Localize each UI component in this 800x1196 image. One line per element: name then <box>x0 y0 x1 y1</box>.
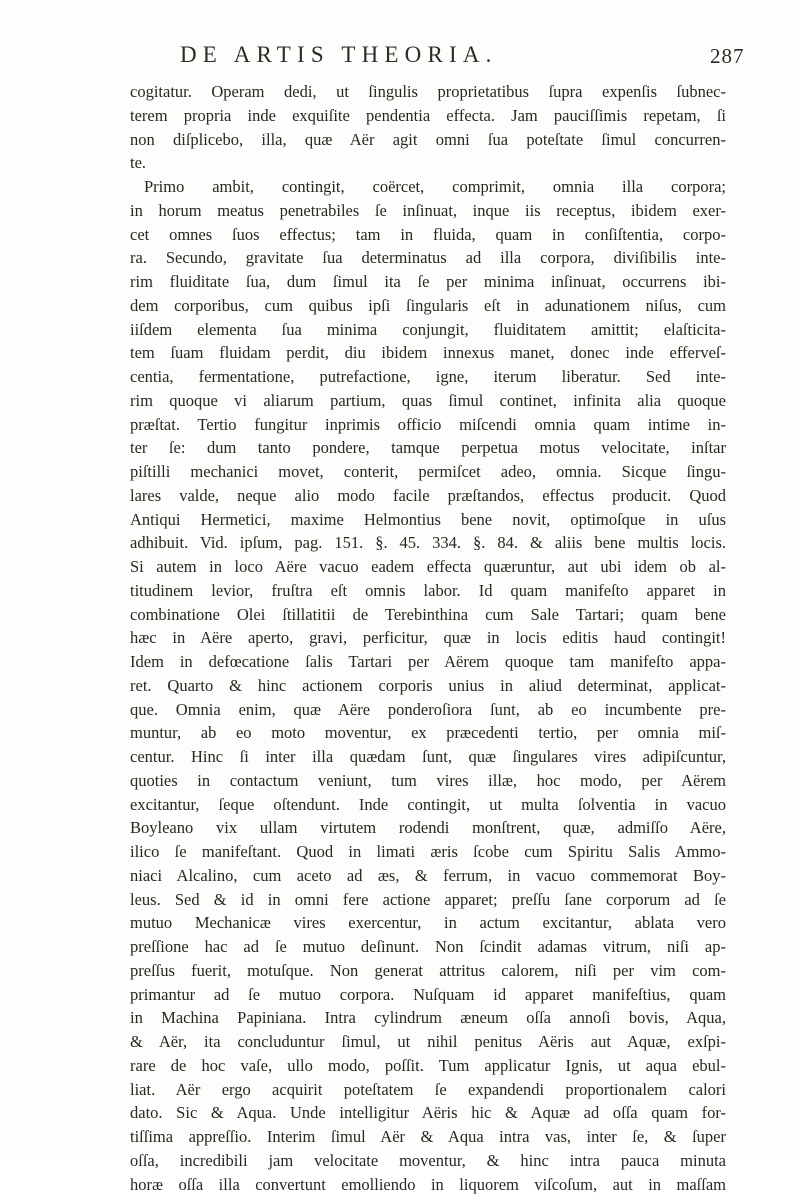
text-line: in horum meatus penetrabiles ſe inſinuat, inque iis receptus, ibidem exer- <box>130 199 726 223</box>
text-line: ret. Quarto & hinc actionem corporis unius in aliud determinat, applicat- <box>130 674 726 698</box>
text-line: oſſa, incredibili jam velocitate moventur, & hinc intra pauca minuta <box>130 1149 726 1173</box>
text-line: dato. Sic & Aqua. Unde intelligitur Aëris hic & Aquæ ad oſſa quam for- <box>130 1101 726 1125</box>
text-line: excitantur, ſeque oſtendunt. Inde contingit, ut multa ſolventia in vacuo <box>130 793 726 817</box>
text-line: niaci Alcalino, cum aceto ad æs, & ferrum, in vacuo commemorat Boy- <box>130 864 726 888</box>
text-line: non diſplicebo, illa, quæ Aër agit omni ſua poteſtate ſimul concurren- <box>130 128 726 152</box>
body-text <box>130 80 726 1196</box>
text-line: in Machina Papiniana. Intra cylindrum æneum oſſa annoſi bovis, Aqua, <box>130 1006 726 1030</box>
text-line: ilico ſe manifeſtant. Quod in limati æris ſcobe cum Spiritu Salis Ammo- <box>130 840 726 864</box>
text-line: piſtilli mechanici movet, conterit, permiſcet adeo, omnia. Sicque ſingu- <box>130 460 726 484</box>
text-line: primantur ad ſe mutuo corpora. Nuſquam id apparet manifeſtius, quam <box>130 983 726 1007</box>
text-line: Antiqui Hermetici, maxime Helmontius bene novit, optimoſque in uſus <box>130 508 726 532</box>
text-line: quoties in contactum veniunt, tum vires illæ, hoc modo, per Aërem <box>130 769 726 793</box>
text-line: iiſdem elementa ſua minima conjungit, fluiditatem amittit; elaſticita- <box>130 318 726 342</box>
text-line: hæc in Aëre aperto, gravi, perficitur, quæ in locis editis haud contingit! <box>130 626 726 650</box>
text-line: tiſſima appreſſio. Interim ſimul Aër & Aqua intra vas, inter ſe, & ſuper <box>130 1125 726 1149</box>
text-line: adhibuit. Vid. ipſum, pag. 151. §. 45. 334. §. 84. & aliis bene multis locis. <box>130 531 726 555</box>
text-line: combinatione Olei ſtillatitii de Terebinthina cum Sale Tartari; quam bene <box>130 603 726 627</box>
text-line: lares valde, neque alio modo facile præſtandos, effectus producit. Quod <box>130 484 726 508</box>
text-line: Si autem in loco Aëre vacuo eadem effecta quæruntur, aut ubi idem ob al- <box>130 555 726 579</box>
page-number: 287 <box>710 44 745 69</box>
text-line: titudinem levior, fruſtra eſt omnis labor. Id quam manifeſto apparet in <box>130 579 726 603</box>
running-head <box>0 42 800 78</box>
text-line: centia, fermentatione, putrefactione, igne, iterum liberatur. Sed inte- <box>130 365 726 389</box>
text-line: & Aër, ita concluduntur ſimul, ut nihil penitus Aëris aut Aquæ, exſpi- <box>130 1030 726 1054</box>
text-line: rim fluiditate ſua, dum ſimul ita ſe per minima inſinuat, occurrens ibi- <box>130 270 726 294</box>
text-line: muntur, ab eo moto moventur, ex præcedenti tertio, per omnia miſ- <box>130 721 726 745</box>
text-line: Boyleano vix ullam virtutem rodendi monſtrent, quæ, admiſſo Aëre, <box>130 816 726 840</box>
text-line: liat. Aër ergo acquirit poteſtatem ſe expandendi proportionalem calori <box>130 1078 726 1102</box>
text-line: ra. Secundo, gravitate ſua determinatus ad illa corpora, diviſibilis inte- <box>130 246 726 270</box>
text-line: centur. Hinc ſi inter illa quædam ſunt, quæ ſingulares vires adipiſcuntur, <box>130 745 726 769</box>
text-line: tem ſuam fluidam perdit, diu ibidem innexus manet, donec inde efferveſ- <box>130 341 726 365</box>
text-line: terem propria inde exquiſite pendentia effecta. Jam pauciſſimis repetam, ſi <box>130 104 726 128</box>
text-line: te. <box>130 151 726 175</box>
text-line: dem corporibus, cum quibus ipſi ſingularis eſt in adunationem niſus, cum <box>130 294 726 318</box>
text-line: leus. Sed & id in omni fere actione apparet; preſſu ſane corporum ad ſe <box>130 888 726 912</box>
text-line: Primo ambit, contingit, coërcet, comprimit, omnia illa corpora; <box>130 175 726 199</box>
text-line: præſtat. Tertio fungitur inprimis officio miſcendi omnia quam intime in- <box>130 413 726 437</box>
text-line: horæ oſſa illa convertunt emolliendo in liquorem viſcoſum, aut in maſſam <box>130 1173 726 1196</box>
text-line: cet omnes ſuos effectus; tam in fluida, quam in conſiſtentia, corpo- <box>130 223 726 247</box>
text-line: preſſione hac ad ſe mutuo deſinunt. Non ſcindit adamas vitrum, niſi ap- <box>130 935 726 959</box>
text-line: Idem in defœcatione ſalis Tartari per Aërem quoque tam manifeſto appa- <box>130 650 726 674</box>
text-line: cogitatur. Operam dedi, ut ſingulis proprietatibus ſupra expenſis ſubnec- <box>130 80 726 104</box>
text-line: rare de hoc vaſe, ullo modo, poſſit. Tum applicatur Ignis, ut aqua ebul- <box>130 1054 726 1078</box>
text-line: ter ſe: dum tanto pondere, tamque perpetua motus velocitate, inſtar <box>130 436 726 460</box>
text-line: rim quoque vi aliarum partium, quas ſimul continet, infinita alia quoque <box>130 389 726 413</box>
text-line: preſſus fuerit, motuſque. Non generat attritus calorem, niſi per vim com- <box>130 959 726 983</box>
text-line: que. Omnia enim, quæ Aëre ponderoſiora ſunt, ab eo incumbente pre- <box>130 698 726 722</box>
running-title: DE ARTIS THEORIA. <box>180 42 498 68</box>
text-line: mutuo Mechanicæ vires exercentur, in actum excitantur, ablata vero <box>130 911 726 935</box>
